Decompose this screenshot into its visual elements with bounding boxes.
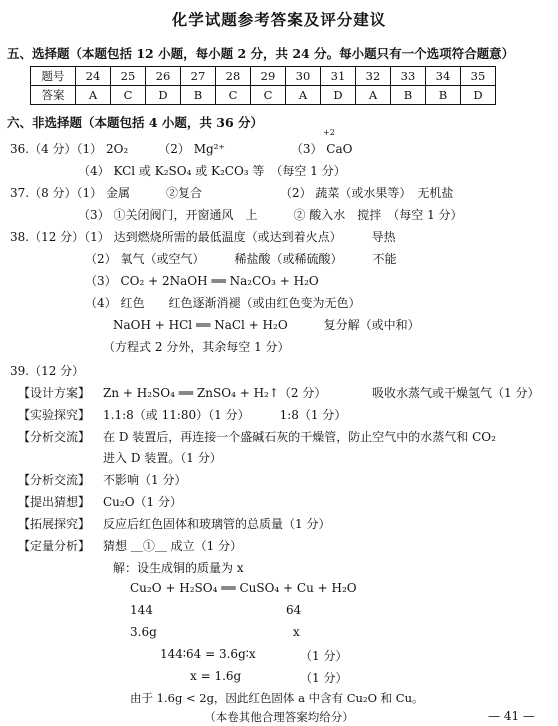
- answer-table-cell: C: [216, 86, 251, 105]
- answer-table-cell: D: [146, 86, 181, 105]
- q38-line-2: （2） 氧气（或空气） 稀盐酸（或稀硫酸） 不能: [85, 252, 397, 266]
- answer-table-number-row: [31, 67, 496, 86]
- q36-valence-mark: +2: [323, 128, 335, 137]
- quant-text: 猜想 ＿①＿ 成立（1 分）: [103, 539, 243, 553]
- answer-table-header: 答案: [31, 86, 76, 105]
- answer-table-cell: 29: [251, 67, 286, 86]
- answer-table-cell: C: [111, 86, 146, 105]
- answer-table-cell: D: [461, 86, 496, 105]
- page-title: 化学试题参考答案及评分建议: [171, 10, 387, 29]
- analysis2-text: 不影响（1 分）: [103, 473, 187, 487]
- extend-label: 【拓展探究】: [18, 517, 91, 531]
- section-5-heading: 五、选择题（本题包括 12 小题，每小题 2 分，共 24 分。每小题只有一个选项符合题意）: [7, 46, 515, 61]
- solution-mass-144: 144: [130, 603, 153, 617]
- answer-table-cell: C: [251, 86, 286, 105]
- solution-proportion-score: （1 分）: [300, 649, 348, 663]
- analysis-label: 【分析交流】: [18, 430, 91, 444]
- q37-line-2: （3） ①关闭阀门，开窗通风 上 ② 酸入水 搅拌 （每空 1 分）: [78, 208, 463, 222]
- solution-proportion: 144∶64 = 3.6g∶x: [160, 647, 256, 661]
- analysis-text-1: 在 D 装置后，再连接一个盛碱石灰的干燥管，防止空气中的水蒸气和 CO₂: [103, 430, 496, 444]
- q39-heading: 39.（12 分）: [10, 364, 85, 378]
- q38-line-1: 38.（12 分）（1） 达到燃烧所需的最低温度（或达到着火点） 导热: [10, 230, 396, 244]
- solution-conclusion: 由于 1.6g < 2g，因此红色固体 a 中含有 Cu₂O 和 Cu。: [130, 691, 424, 705]
- explore-text: 1.1:8（或 11:80）（1 分） 1:8（1 分）: [103, 408, 347, 422]
- solution-line-1: 解：设生成铜的质量为 x: [113, 561, 244, 575]
- analysis-text-2: 进入 D 装置。（1 分）: [103, 451, 222, 465]
- q38-line-3: （3） CO₂ + 2NaOH ══ Na₂CO₃ + H₂O: [85, 274, 319, 288]
- solution-equation: Cu₂O + H₂SO₄ ══ CuSO₄ + Cu + H₂O: [130, 581, 357, 595]
- answer-table: [30, 66, 496, 105]
- answer-table-cell: 28: [216, 67, 251, 86]
- page-number: — 41 —: [488, 709, 535, 723]
- answer-table-cell: A: [356, 86, 391, 105]
- answer-table-cell: 33: [391, 67, 426, 86]
- answer-table-cell: B: [426, 86, 461, 105]
- answer-table-cell: 24: [76, 67, 111, 86]
- design-label: 【设计方案】: [18, 386, 91, 400]
- answer-table-header: 题号: [31, 67, 76, 86]
- q37-line-1: 37.（8 分）（1） 金属 ②复合 （2） 蔬菜（或水果等） 无机盐: [10, 186, 454, 200]
- footer-note: （本卷其他合理答案均给分）: [204, 710, 354, 724]
- q36-line-1: 36.（4 分）（1） 2O₂ （2） Mg²⁺ （3） CaO: [10, 142, 353, 156]
- answer-table-cell: 25: [111, 67, 146, 86]
- design-text: Zn + H₂SO₄ ══ ZnSO₄ + H₂↑（2 分）: [103, 386, 327, 400]
- analysis2-label: 【分析交流】: [18, 473, 91, 487]
- answer-table-answer-row: [31, 86, 496, 105]
- solution-given-mass: 3.6g: [130, 625, 157, 639]
- answer-table-cell: 26: [146, 67, 181, 86]
- q36-line-2: （4） KCl 或 K₂SO₄ 或 K₂CO₃ 等 （每空 1 分）: [78, 164, 346, 178]
- answer-table-cell: B: [391, 86, 426, 105]
- answer-table-cell: B: [181, 86, 216, 105]
- answer-table-cell: 34: [426, 67, 461, 86]
- answer-table-cell: D: [321, 86, 356, 105]
- answer-table-cell: 27: [181, 67, 216, 86]
- section-6-heading: 六、非选择题（本题包括 4 小题，共 36 分）: [7, 115, 264, 130]
- answer-table-cell: 32: [356, 67, 391, 86]
- guess-text: Cu₂O（1 分）: [103, 495, 183, 509]
- explore-label: 【实验探究】: [18, 408, 91, 422]
- answer-table-cell: 30: [286, 67, 321, 86]
- extend-text: 反应后红色固体和玻璃管的总质量（1 分）: [103, 517, 331, 531]
- answer-table-cell: 35: [461, 67, 496, 86]
- solution-result-score: （1 分）: [300, 671, 348, 685]
- answer-table-cell: 31: [321, 67, 356, 86]
- q38-line-6: （方程式 2 分外，其余每空 1 分）: [103, 340, 290, 354]
- solution-unknown-x: x: [293, 625, 300, 639]
- answer-table-cell: A: [76, 86, 111, 105]
- q38-line-4: （4） 红色 红色逐渐消褪（或由红色变为无色）: [85, 296, 361, 310]
- guess-label: 【提出猜想】: [18, 495, 91, 509]
- design-right-text: 吸收水蒸气或干燥氢气（1 分）: [372, 386, 540, 400]
- quant-label: 【定量分析】: [18, 539, 91, 553]
- q38-line-5: NaOH + HCl ══ NaCl + H₂O 复分解（或中和）: [113, 318, 420, 332]
- answer-table-cell: A: [286, 86, 321, 105]
- solution-result: x = 1.6g: [190, 669, 242, 683]
- solution-mass-64: 64: [286, 603, 302, 617]
